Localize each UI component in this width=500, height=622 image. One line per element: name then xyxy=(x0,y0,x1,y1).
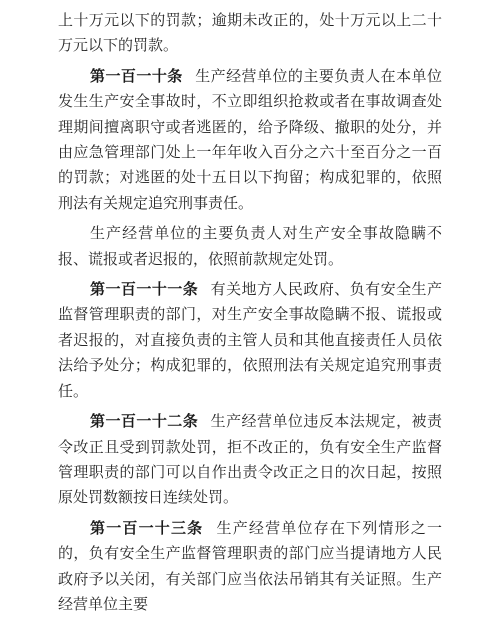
paragraph-text: 生产经营单位的主要负责人对生产安全事故隐瞒不报、谎报或者迟报的，依照前款规定处罚。 xyxy=(58,224,442,268)
article-number: 第一百一十一条 xyxy=(90,280,199,299)
paragraph-text: 上十万元以下的罚款；逾期未改正的，处十万元以上二十万元以下的罚款。 xyxy=(58,11,442,55)
paragraph-text: 生产经营单位违反本法规定，被责令改正且受到罚款处罚，拒不改正的，负有安全生产监督管理职责的部门可以自作出责令改正之日的次日起，按照原处罚数额按日连续处罚。 xyxy=(58,412,442,507)
law-text-body xyxy=(58,8,442,622)
article-number: 第一百一十条 xyxy=(90,66,183,85)
article-110-second-paragraph xyxy=(58,221,442,272)
paragraph-text: 有关地方人民政府、负有安全生产监督管理职责的部门，对生产安全事故隐瞒不报、谎报或者迟报的，对直接负责的主管人员和其他直接责任人员依法给予处分；构成犯罪的，依照刑法有关规定追究刑事责任。 xyxy=(58,280,442,400)
article-112-paragraph xyxy=(58,409,442,511)
article-number: 第一百一十二条 xyxy=(90,412,199,431)
paragraph-text: 生产经营单位存在下列情形之一的，负有安全生产监督管理职责的部门应当提请地方人民政府予以关闭，有关部门应当依法吊销其有关证照。生产经营单位主要 xyxy=(58,518,442,613)
paragraph-text: 生产经营单位的主要负责人在本单位发生生产安全事故时，不立即组织抢救或者在事故调查处理期间擅离职守或者逃匿的，给予降级、撤职的处分，并由应急管理部门处上一年年收入百分之六十至百分之一百的罚款；对逃匿的处十五日以下拘留；构成犯罪的，依照刑法有关规定追究刑事责任。 xyxy=(58,66,442,212)
article-113-paragraph xyxy=(58,516,442,618)
article-number: 第一百一十三条 xyxy=(90,518,204,537)
article-110-paragraph xyxy=(58,64,442,216)
article-111-paragraph xyxy=(58,277,442,404)
paragraph-continuation xyxy=(58,8,442,59)
